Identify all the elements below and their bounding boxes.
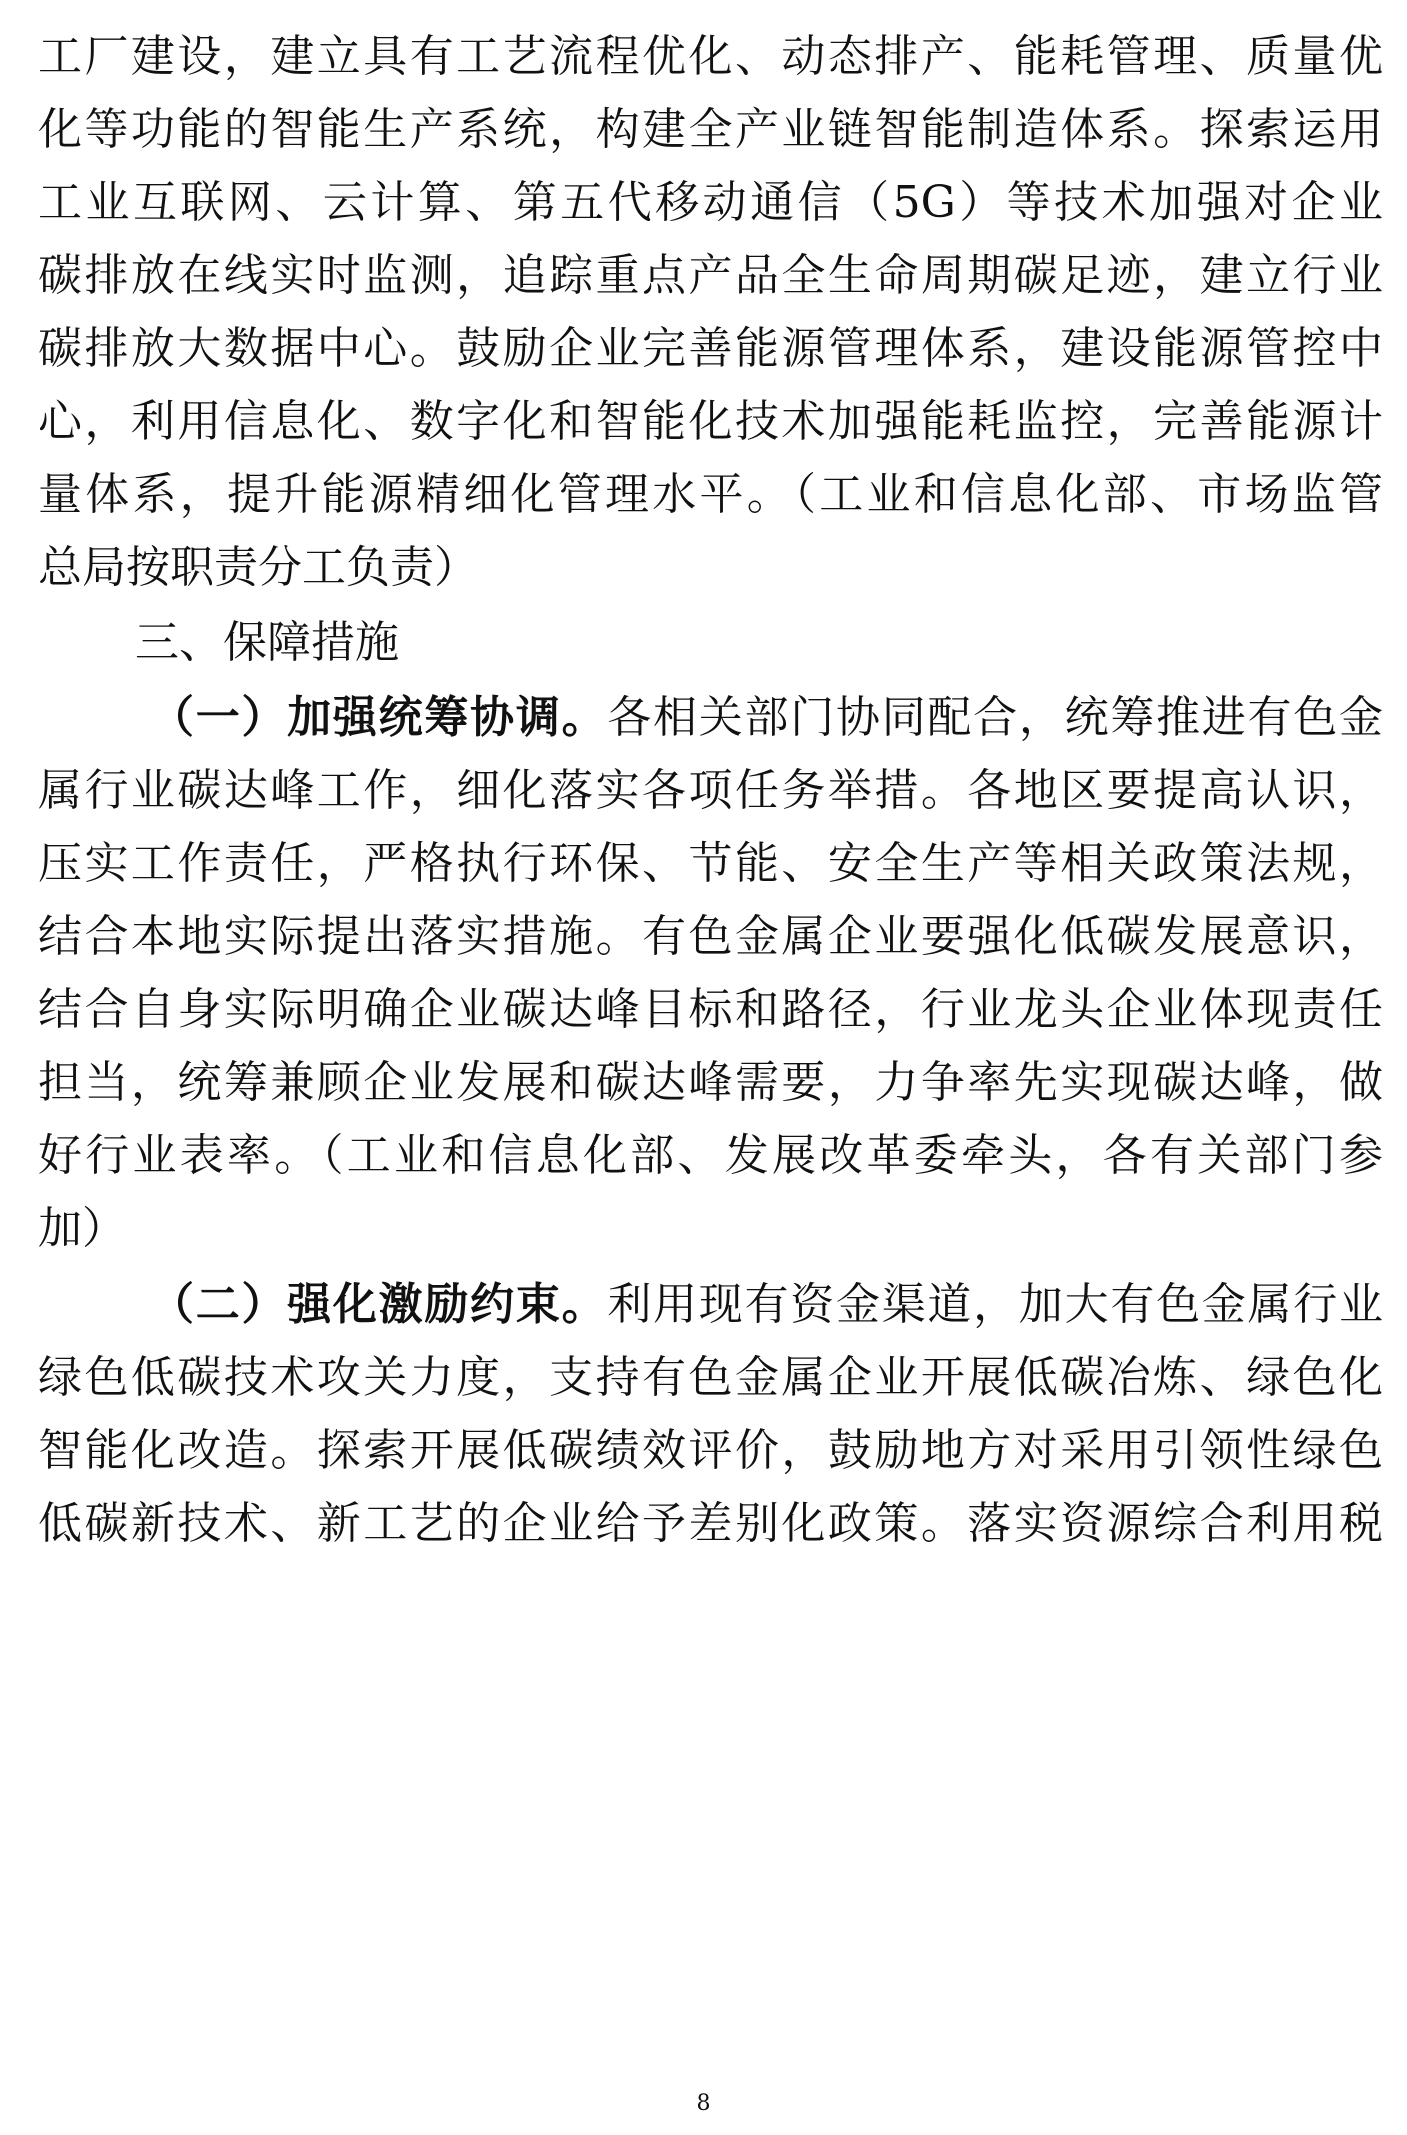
paragraph-line: 低碳新技术、新工艺的企业给予差别化政策。落实资源综合利用税 xyxy=(38,1498,1383,1549)
responsibility-note: （工业和信息化部、发展改革委牵头，各有关部门参 xyxy=(321,1130,1383,1181)
responsibility-note: （工业和信息化部、市场监管 xyxy=(794,469,1383,520)
responsibility-note: 加） xyxy=(38,1203,126,1254)
page-number: 8 xyxy=(696,2091,711,2116)
paragraph-line: 结合自身实际明确企业碳达峰目标和路径，行业龙头企业体现责任 xyxy=(38,984,1383,1035)
measure-title: （一）加强统筹协调。 xyxy=(150,692,608,743)
paragraph-line: 碳排放在线实时监测，追踪重点产品全生命周期碳足迹，建立行业 xyxy=(38,250,1383,301)
paragraph-line: 绿色低碳技术攻关力度，支持有色金属企业开展低碳冶炼、绿色化 xyxy=(38,1352,1383,1403)
paragraph-line: 智能化改造。探索开展低碳绩效评价，鼓励地方对采用引领性绿色 xyxy=(38,1425,1383,1476)
paragraph-line xyxy=(38,465,1383,525)
responsibility-note: 总局按职责分工负责） xyxy=(38,542,478,593)
paragraph-text: 量体系，提升能源精细化管理水平。 xyxy=(38,469,794,520)
paragraph-line: 工业互联网、云计算、第五代移动通信（5G）等技术加强对企业 xyxy=(38,177,1383,228)
paragraph-line: 压实工作责任，严格执行环保、节能、安全生产等相关政策法规， xyxy=(38,838,1383,889)
paragraph-line: 碳排放大数据中心。鼓励企业完善能源管理体系，建设能源管控中 xyxy=(38,323,1383,374)
measure-title: （二）强化激励约束。 xyxy=(150,1279,608,1330)
paragraph-line: 属行业碳达峰工作，细化落实各项任务举措。各地区要提高认识， xyxy=(38,765,1383,816)
paragraph-line: 结合本地实际提出落实措施。有色金属企业要强化低碳发展意识， xyxy=(38,911,1383,962)
section-heading: 三、保障措施 xyxy=(135,617,399,668)
paragraph-text: 利用现有资金渠道，加大有色金属行业 xyxy=(607,1279,1383,1330)
measure-first-line xyxy=(150,1275,1383,1335)
paragraph-text: 好行业表率。 xyxy=(38,1130,322,1181)
measure-first-line xyxy=(150,688,1383,748)
paragraph-line: 担当，统筹兼顾企业发展和碳达峰需要，力争率先实现碳达峰，做 xyxy=(38,1057,1383,1108)
paragraph-line: 工厂建设，建立具有工艺流程优化、动态排产、能耗管理、质量优 xyxy=(38,31,1383,82)
paragraph-text: 各相关部门协同配合，统筹推进有色金 xyxy=(607,692,1383,743)
paragraph-line: 化等功能的智能生产系统，构建全产业链智能制造体系。探索运用 xyxy=(38,104,1383,155)
paragraph-line xyxy=(38,1126,1383,1186)
paragraph-line: 心，利用信息化、数字化和智能化技术加强能耗监控，完善能源计 xyxy=(38,396,1383,447)
